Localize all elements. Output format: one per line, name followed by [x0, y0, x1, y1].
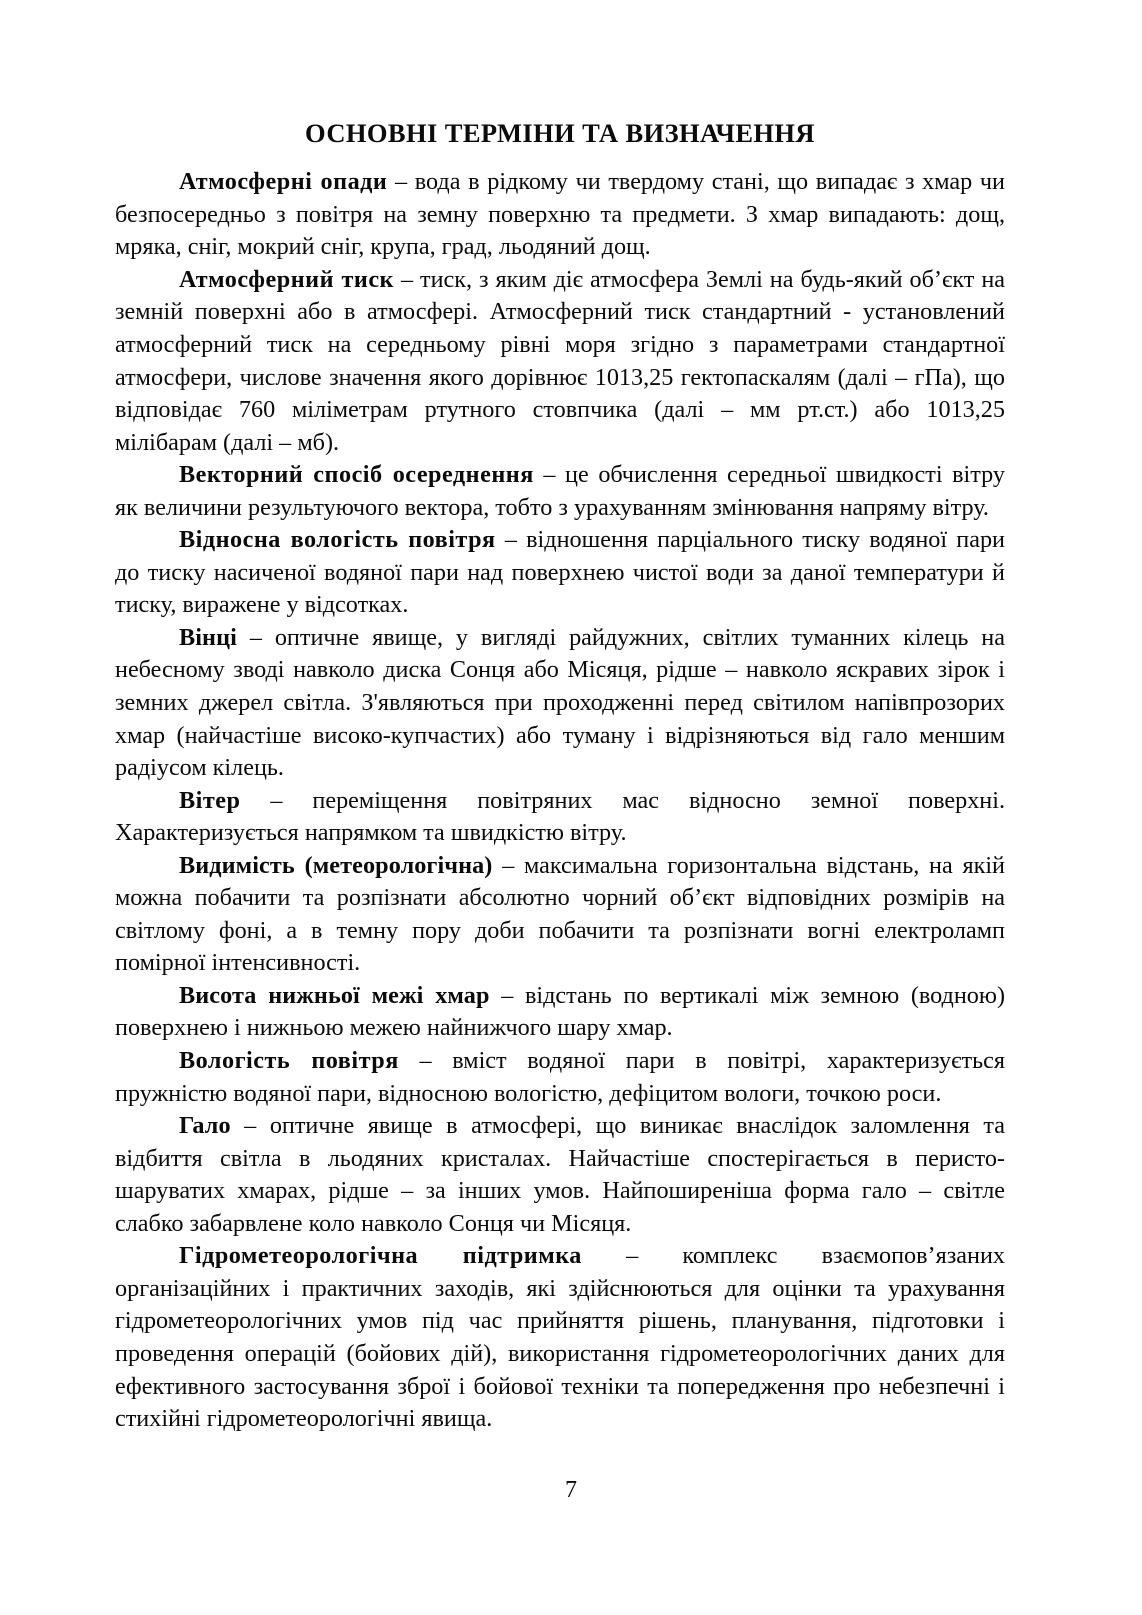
- term-entry-atmosferni-opady: [115, 166, 1005, 264]
- page-content: [115, 118, 1005, 1436]
- term-name: Гало: [179, 1112, 231, 1140]
- term-entry-vydymist-meteorolohichna: [115, 850, 1005, 980]
- term-name: Атмосферні опади: [179, 168, 388, 196]
- term-definition: – оптичне явище, у вигляді райдужних, світлих туманних кілець на небесному зводі навколо диска Сонця або Місяця, рідше – навколо яскравих зірок і земних джерел світла. З'являються при проходженні перед світилом напівпрозорих хмар (найчастіше високо-купчастих) або туману і відрізняються від гало меншим радіусом кілець.: [115, 623, 1005, 782]
- term-name: Векторний спосіб осереднення: [179, 461, 534, 489]
- term-definition: – це обчислення середньої швидкості вітру як величини результуючого вектора, тобто з урахуванням змінювання напряму вітру.: [115, 461, 1005, 521]
- term-entry-hidrometeorolohichna-pidtrymka: [115, 1240, 1005, 1435]
- term-name: Вологість повітря: [179, 1047, 399, 1075]
- term-entry-atmosfernyi-tysk: [115, 264, 1005, 459]
- term-name: Гідрометеорологічна підтримка: [179, 1242, 582, 1270]
- term-entry-vintsi: [115, 622, 1005, 785]
- term-name: Вітер: [179, 786, 241, 814]
- term-entry-vidnosna-volohist-povitria: [115, 524, 1005, 622]
- term-name: Відносна вологість повітря: [179, 526, 496, 554]
- page-title: ОСНОВНІ ТЕРМІНИ ТА ВИЗНАЧЕННЯ: [305, 118, 815, 148]
- term-definition: – вміст водяної пари в повітрі, характеризується пружністю водяної пари, відносною вологістю, дефіцитом вологи, точкою роси.: [115, 1047, 1005, 1107]
- term-entry-vektornyi-sposib-oserednennia: [115, 459, 1005, 524]
- term-definition: – вода в рідкому чи твердому стані, що випадає з хмар чи безпосередньо з повітря на земну поверхню та предмети. З хмар випадають: дощ, мряка, сніг, мокрий сніг, крупа, град, льодяний дощ.: [115, 168, 1006, 261]
- term-entry-volohist-povitria: [115, 1045, 1005, 1110]
- term-definition: – переміщення повітряних мас відносно земної поверхні. Характеризується напрямком та швидкістю вітру.: [115, 786, 1005, 847]
- term-name: Видимість (метеорологічна): [179, 851, 493, 879]
- term-name: Вінці: [179, 623, 237, 651]
- term-name: Атмосферний тиск: [179, 265, 394, 293]
- page-number: 7: [565, 1477, 577, 1503]
- term-name: Висота нижньої межі хмар: [179, 981, 490, 1009]
- term-definition: – максимальна горизонтальна відстань, на якій можна побачити та розпізнати абсолютно чорний об’єкт відповідних розмірів на світлому фоні, а в темну пору доби побачити та розпізнати вогні електроламп помірної інтенсивності.: [115, 851, 1005, 977]
- term-entry-vysota-nyzhnoi-mezhi-khmar: [115, 980, 1005, 1045]
- term-entry-viter: [115, 785, 1005, 850]
- term-definition: – оптичне явище в атмосфері, що виникає внаслідок заломлення та відбиття світла в льодяних кристалах. Найчастіше спостерігається в перисто-шаруватих хмарах, рідше – за інших умов. Найпоширеніша форма гало – світле слабко забарвлене коло навколо Сонця чи Місяця.: [115, 1112, 1005, 1237]
- term-definition: – тиск, з яким діє атмосфера Землі на будь-який об’єкт на земній поверхні або в атмосфері. Атмосферний тиск стандартний - установлений атмосферний тиск на середньому рівні моря згідно з параметрами стандартної атмосфери, числове значення якого дорівнює 1013,25 гектопаскалям (далі – гПа), що відповідає 760 міліметрам ртутного стовпчика (далі – мм рт.ст.) або 1013,25 мілібарам (далі – мб).: [115, 265, 1005, 456]
- term-definition: – комплекс взаємопов’язаних організаційних і практичних заходів, які здійснюються для оцінки та урахування гідрометеорологічних умов під час прийняття рішень, планування, підготовки і проведення операцій (бойових дій), використання гідрометеорологічних даних для ефективного застосування зброї і бойової техніки та попередження про небезпечні і стихійні гідрометеорологічні явища.: [115, 1242, 1005, 1433]
- term-entry-halo: [115, 1110, 1005, 1240]
- term-definition: – відстань по вертикалі між земною (водною) поверхнею і нижньою межею найнижчого шару хмар.: [115, 981, 1006, 1042]
- term-definition: – відношення парціального тиску водяної пари до тиску насиченої водяної пари над поверхнею чистої води за даної температури й тиску, виражене у відсотках.: [115, 526, 1005, 619]
